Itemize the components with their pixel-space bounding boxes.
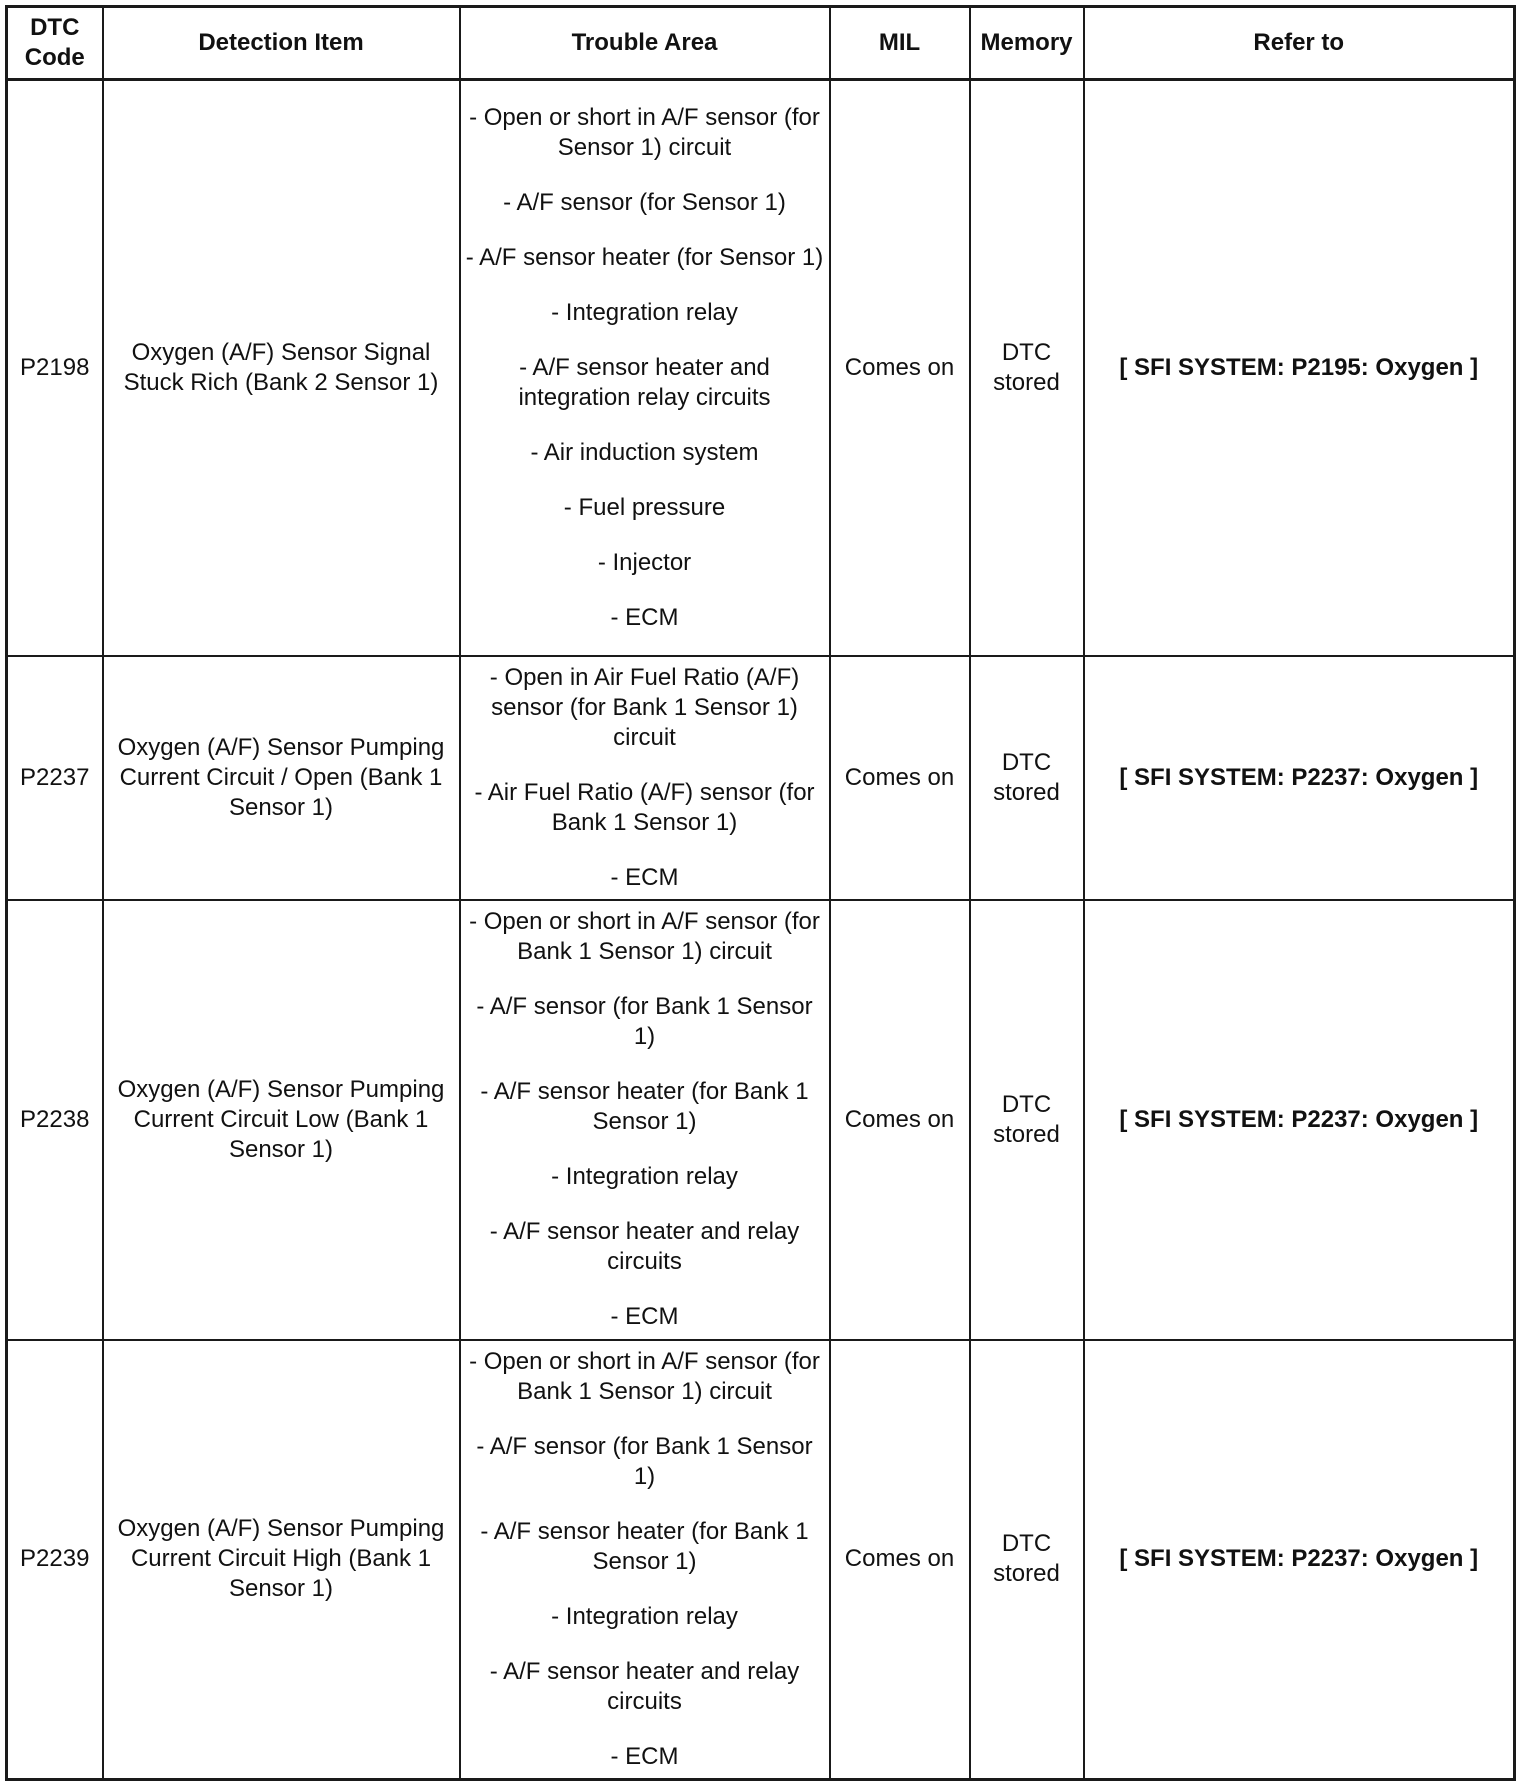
trouble-area-item: - A/F sensor heater (for Bank 1 Sensor 1)	[480, 1078, 809, 1135]
header-refer-to: Refer to	[1084, 7, 1515, 80]
refer-to-cell: [ SFI SYSTEM: P2237: Oxygen ]	[1084, 1340, 1515, 1780]
trouble-area-item: - Fuel pressure	[563, 493, 726, 521]
trouble-area-item: - ECM	[610, 863, 679, 891]
trouble-area-cell	[460, 1340, 830, 1780]
trouble-area-item: - Injector	[597, 548, 692, 576]
trouble-area-item: - A/F sensor heater and integration relay circuits	[518, 353, 771, 411]
header-trouble-area: Trouble Area	[460, 7, 830, 80]
trouble-area-item: - Air induction system	[530, 438, 759, 466]
detection-item-cell: Oxygen (A/F) Sensor Pumping Current Circuit Low (Bank 1 Sensor 1)	[103, 900, 460, 1340]
trouble-area-cell	[460, 900, 830, 1340]
trouble-area-item: - Integration relay	[551, 298, 738, 326]
trouble-area-item: - A/F sensor heater (for Bank 1 Sensor 1)	[480, 1517, 809, 1575]
header-mil: MIL	[830, 7, 970, 80]
trouble-area-cell	[460, 656, 830, 900]
memory-cell: DTC stored	[970, 1340, 1084, 1780]
refer-to-cell: [ SFI SYSTEM: P2195: Oxygen ]	[1084, 80, 1515, 656]
trouble-area-item: - Integration relay	[551, 1602, 738, 1630]
trouble-area-item: - A/F sensor heater (for Sensor 1)	[465, 243, 824, 271]
trouble-area-item: - A/F sensor (for Bank 1 Sensor 1)	[476, 1432, 813, 1490]
detection-item-cell: Oxygen (A/F) Sensor Pumping Current Circuit / Open (Bank 1 Sensor 1)	[103, 656, 460, 900]
trouble-area-item: - Open or short in A/F sensor (for Bank 1 Sensor 1) circuit	[469, 1347, 820, 1405]
trouble-area-item: - Open or short in A/F sensor (for Bank 1 Sensor 1) circuit	[469, 908, 820, 965]
table-row	[7, 900, 1515, 1340]
trouble-area-item: - A/F sensor heater and relay circuits	[489, 1657, 800, 1715]
memory-cell: DTC stored	[970, 656, 1084, 900]
mil-cell: Comes on	[830, 80, 970, 656]
trouble-area-cell	[460, 80, 830, 656]
header-detection-item: Detection Item	[103, 7, 460, 80]
dtc-code-cell: P2237	[7, 656, 103, 900]
trouble-area-item: - Open or short in A/F sensor (for Sensor 1) circuit	[469, 103, 820, 161]
trouble-area-item: - ECM	[610, 1742, 679, 1770]
header-row	[7, 7, 1515, 80]
header-memory: Memory	[970, 7, 1084, 80]
memory-cell: DTC stored	[970, 900, 1084, 1340]
detection-item-cell: Oxygen (A/F) Sensor Pumping Current Circuit High (Bank 1 Sensor 1)	[103, 1340, 460, 1780]
dtc-table	[5, 5, 1516, 1781]
refer-to-cell: [ SFI SYSTEM: P2237: Oxygen ]	[1084, 900, 1515, 1340]
dtc-code-cell: P2198	[7, 80, 103, 656]
table-row	[7, 80, 1515, 656]
dtc-code-cell: P2238	[7, 900, 103, 1340]
trouble-area-item: - ECM	[610, 603, 679, 631]
trouble-area-item: - A/F sensor (for Bank 1 Sensor 1)	[476, 993, 813, 1050]
mil-cell: Comes on	[830, 656, 970, 900]
refer-to-cell: [ SFI SYSTEM: P2237: Oxygen ]	[1084, 656, 1515, 900]
trouble-area-item: - ECM	[610, 1303, 679, 1330]
trouble-area-item: - Air Fuel Ratio (A/F) sensor (for Bank 1 Sensor 1)	[474, 778, 815, 836]
table-row	[7, 656, 1515, 900]
detection-item-cell: Oxygen (A/F) Sensor Signal Stuck Rich (Bank 2 Sensor 1)	[103, 80, 460, 656]
memory-cell: DTC stored	[970, 80, 1084, 656]
table-row	[7, 1340, 1515, 1780]
header-dtc-code: DTC Code	[7, 7, 103, 80]
trouble-area-item: - A/F sensor (for Sensor 1)	[503, 188, 786, 216]
dtc-code-cell: P2239	[7, 1340, 103, 1780]
trouble-area-item: - A/F sensor heater and relay circuits	[489, 1218, 800, 1275]
mil-cell: Comes on	[830, 900, 970, 1340]
trouble-area-item: - Integration relay	[551, 1163, 738, 1190]
trouble-area-item: - Open in Air Fuel Ratio (A/F) sensor (for Bank 1 Sensor 1) circuit	[489, 663, 800, 751]
mil-cell: Comes on	[830, 1340, 970, 1780]
